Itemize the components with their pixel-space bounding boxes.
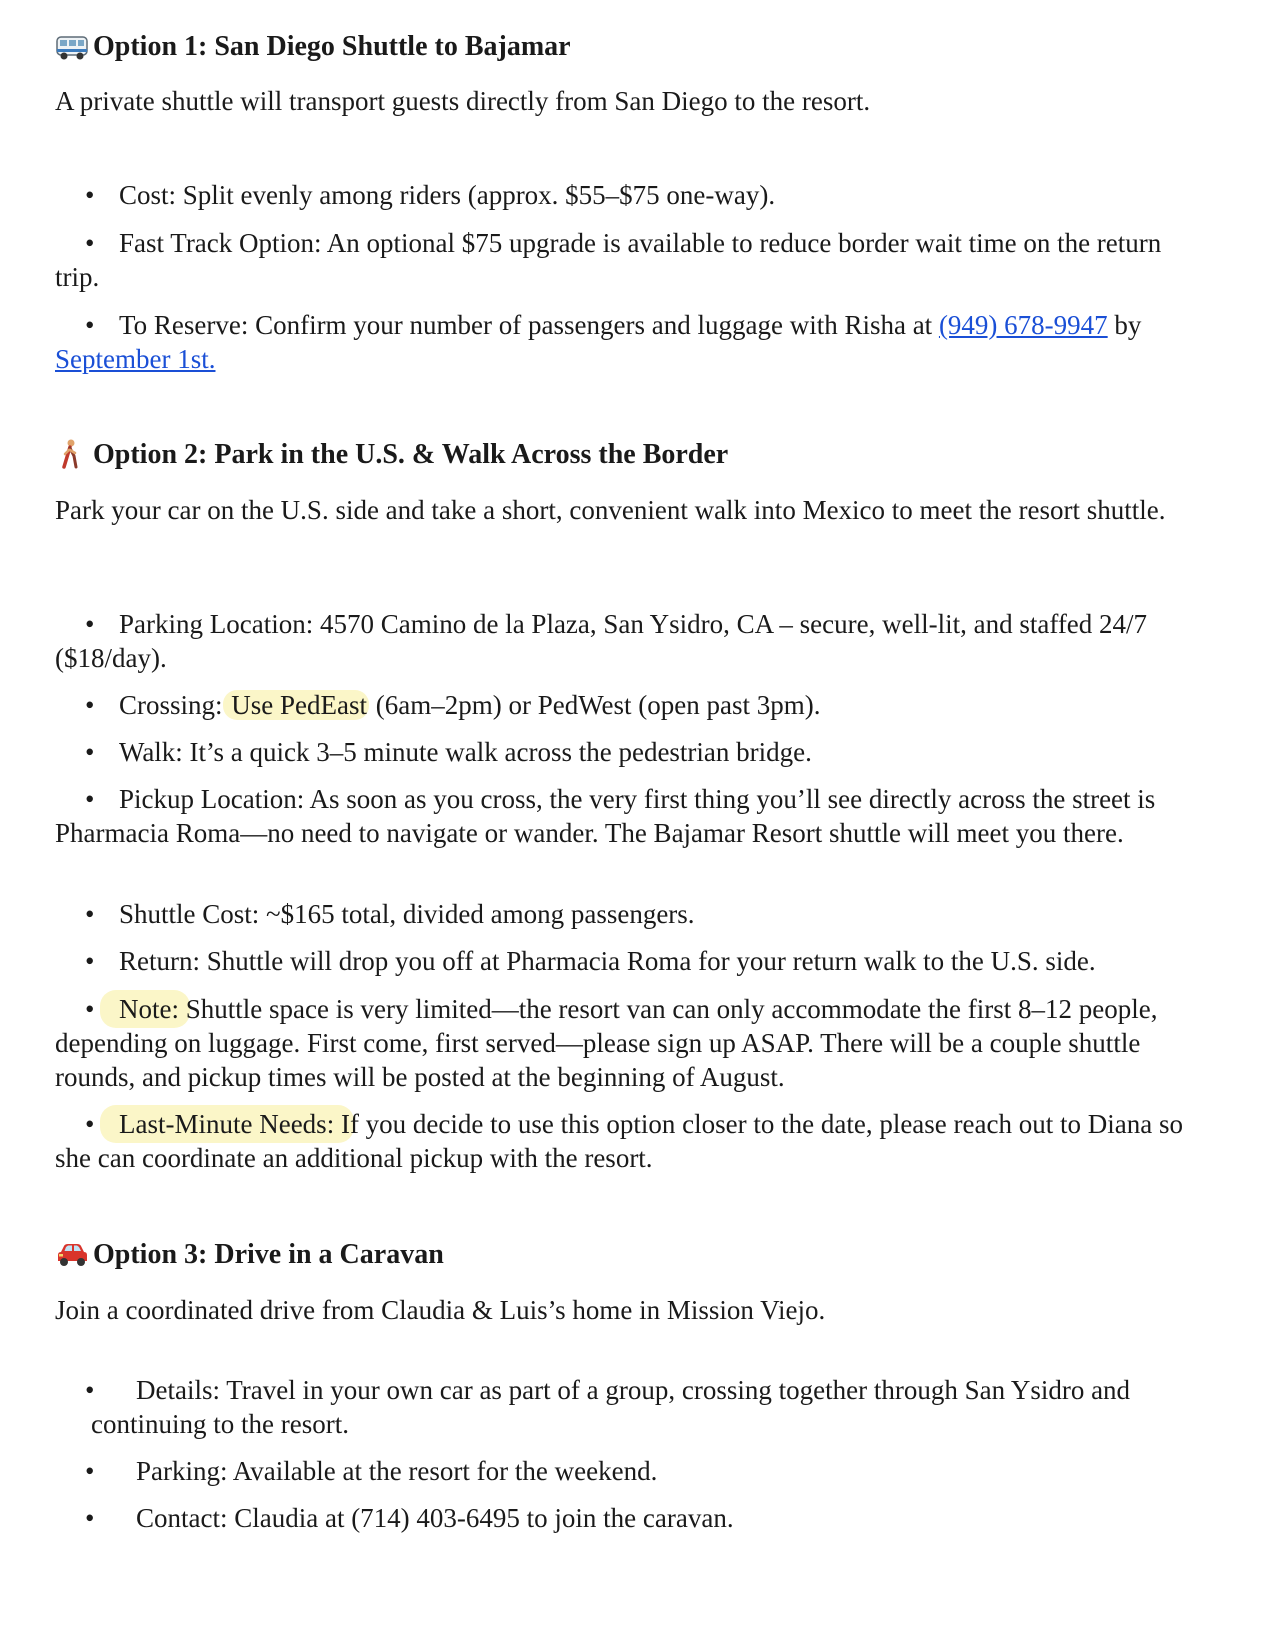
list-item: • Parking Location: 4570 Camino de la Plaza, San Ysidro, CA – secure, well-lit, and staffed 24/7 ($18/day). bbox=[55, 609, 1148, 673]
list-item: • Shuttle Cost: ~$165 total, divided among passengers. bbox=[85, 899, 695, 929]
list-item: • Return: Shuttle will drop you off at Pharmacia Roma for your return walk to the U.S. side. bbox=[85, 946, 1096, 976]
list-item: • To Reserve: Confirm your number of passengers and luggage with Risha at (949) 678-9947 by September 1st. bbox=[55, 310, 1142, 374]
bullet-icon: • bbox=[85, 737, 95, 767]
bullet-icon: • bbox=[85, 1375, 95, 1405]
option1-heading bbox=[55, 30, 1235, 64]
list-item: • Last-Minute Needs: If you decide to use this option closer to the date, please reach out to Diana so she can coordinate an additional pickup with the resort. bbox=[55, 1109, 1183, 1173]
bullet-icon: • bbox=[85, 1109, 95, 1139]
option2-heading bbox=[55, 438, 1235, 472]
list-item: • Crossing: Use PedEast (6am–2pm) or PedWest (open past 3pm). bbox=[85, 690, 821, 720]
bullet-icon: • bbox=[85, 1503, 95, 1533]
date-link[interactable]: September 1st. bbox=[55, 344, 216, 374]
option1-section bbox=[55, 30, 1235, 118]
list-item: • Contact: Claudia at (714) 403-6495 to join the caravan. bbox=[85, 1503, 734, 1533]
list-item: • Pickup Location: As soon as you cross, the very first thing you’ll see directly across the street is Pharmacia Roma—no need to navigate or wander. The Bajamar Resort shuttle will meet you there. bbox=[55, 784, 1156, 848]
option3-title: Option 3: Drive in a Caravan bbox=[93, 1239, 444, 1270]
person-walking-icon bbox=[55, 439, 89, 471]
option2-section bbox=[55, 438, 1235, 472]
option3-heading bbox=[55, 1238, 1235, 1272]
list-item: • Note: Shuttle space is very limited—the resort van can only accommodate the first 8–12 people, depending on luggage. First come, first served—please sign up ASAP. There will be a couple shuttle rounds, and pickup times will be posted at the beginning of August. bbox=[55, 994, 1158, 1092]
bullet-icon: • bbox=[85, 899, 95, 929]
bullet-icon: • bbox=[85, 609, 95, 639]
list-item: • Details: Travel in your own car as part of a group, crossing together through San Ysidro and continuing to the resort. bbox=[85, 1375, 1131, 1439]
bullet-icon: • bbox=[85, 784, 95, 814]
option3-section bbox=[55, 1238, 1235, 1272]
bullet-icon: • bbox=[85, 310, 95, 340]
bullet-icon: • bbox=[85, 228, 95, 258]
bullet-icon: • bbox=[85, 1456, 95, 1486]
option3-intro: Join a coordinated drive from Claudia & Luis’s home in Mission Viejo. bbox=[55, 1295, 826, 1325]
highlight: Use PedEast bbox=[224, 690, 368, 720]
bullet-icon: • bbox=[85, 994, 95, 1024]
option2-intro: Park your car on the U.S. side and take a short, convenient walk into Mexico to meet the resort shuttle. bbox=[55, 495, 1166, 525]
list-item: • Cost: Split evenly among riders (approx. $55–$75 one-way). bbox=[85, 180, 776, 210]
bullet-icon: • bbox=[85, 180, 95, 210]
list-item: • Walk: It’s a quick 3–5 minute walk across the pedestrian bridge. bbox=[85, 737, 812, 767]
list-item: • Fast Track Option: An optional $75 upgrade is available to reduce border wait time on the return trip. bbox=[55, 228, 1162, 292]
list-item: • Parking: Available at the resort for the weekend. bbox=[85, 1456, 658, 1486]
bullet-icon: • bbox=[85, 946, 95, 976]
option2-title: Option 2: Park in the U.S. & Walk Across the Border bbox=[93, 439, 729, 470]
phone-link[interactable]: (949) 678-9947 bbox=[938, 310, 1108, 340]
option1-title: Option 1: San Diego Shuttle to Bajamar bbox=[93, 31, 571, 62]
bullet-icon: • bbox=[85, 690, 95, 720]
bus-icon bbox=[55, 31, 89, 63]
option1-intro: A private shuttle will transport guests directly from San Diego to the resort. bbox=[55, 86, 871, 116]
car-icon bbox=[55, 1239, 89, 1271]
